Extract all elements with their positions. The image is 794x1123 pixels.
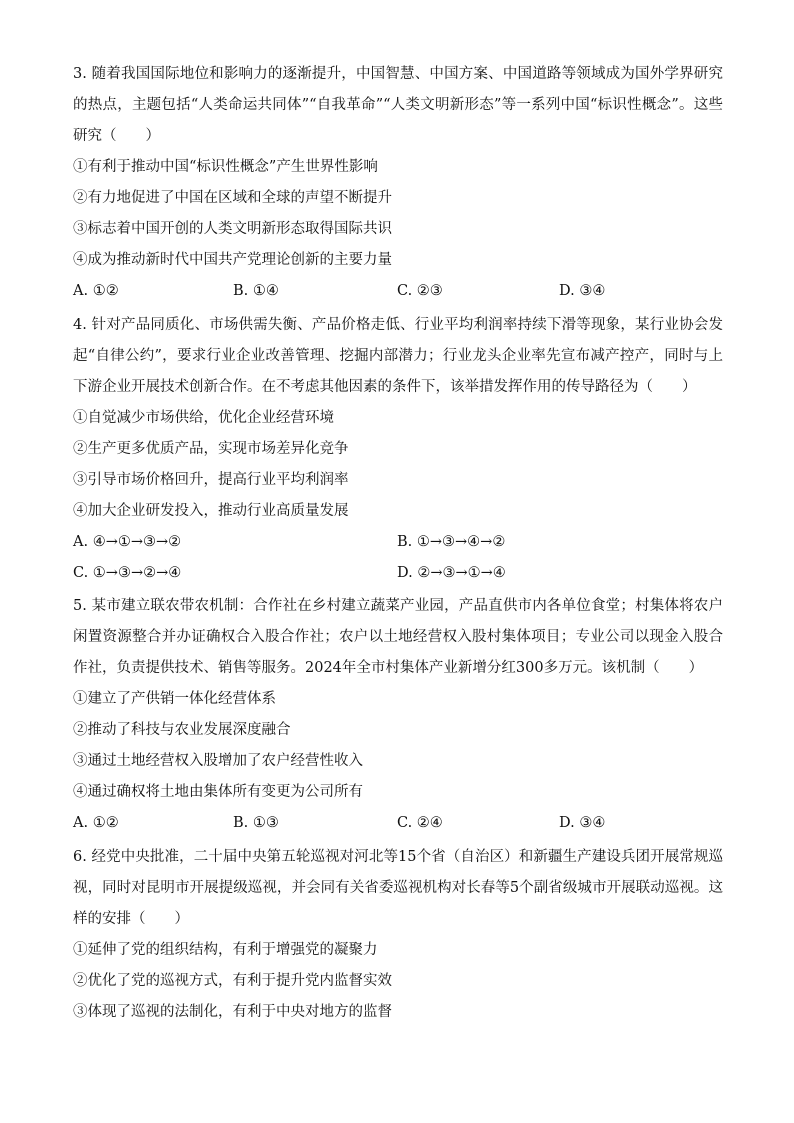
question-4-choice-b: B. ①→③→④→② xyxy=(397,534,506,550)
question-4-option-4: ④加大企业研发投入，推动行业高质量发展 xyxy=(73,503,349,519)
question-5-choice-d: D. ③④ xyxy=(559,815,606,831)
question-5-option-2: ②推动了科技与农业发展深度融合 xyxy=(73,722,291,738)
question-3-option-4: ④成为推动新时代中国共产党理论创新的主要力量 xyxy=(73,252,392,268)
question-4-stem: 4. 针对产品同质化、市场供需失衡、产品价格走低、行业平均利润率持续下滑等现象，某行业协会发起“自律公约”，要求行业企业改善管理、挖掘内部潜力；行业龙头企业率先宣布减产控产，同时与上下游企业开展技术创新合作。在不考虑其他因素的条件下，该举措发挥作用的传导路径为（ ） xyxy=(73,317,723,395)
question-4-option-1: ①自觉减少市场供给，优化企业经营环境 xyxy=(73,410,334,426)
question-3-option-2: ②有力地促进了中国在区域和全球的声望不断提升 xyxy=(73,190,392,206)
question-6-option-2: ②优化了党的巡视方式，有利于提升党内监督实效 xyxy=(73,973,392,989)
question-6-stem: 6. 经党中央批准，二十届中央第五轮巡视对河北等15个省（自治区）和新疆生产建设兵团开展常规巡视，同时对昆明市开展提级巡视，并会同有关省委巡视机构对长春等5个副省级城市开展联动巡视。这样的安排（ ） xyxy=(73,849,723,927)
question-4-option-3: ③引导市场价格回升，提高行业平均利润率 xyxy=(73,472,349,488)
question-5-option-4: ④通过确权将土地由集体所有变更为公司所有 xyxy=(73,784,363,800)
question-6-option-3: ③体现了巡视的法制化，有利于中央对地方的监督 xyxy=(73,1004,392,1020)
question-3-option-1: ①有利于推动中国“标识性概念”产生世界性影响 xyxy=(73,159,378,175)
question-3-option-3: ③标志着中国开创的人类文明新形态取得国际共识 xyxy=(73,221,392,237)
question-5-choices xyxy=(73,808,723,839)
question-4 xyxy=(73,310,723,589)
question-5-choice-b: B. ①③ xyxy=(233,815,279,831)
question-4-option-2: ②生产更多优质产品，实现市场差异化竞争 xyxy=(73,441,349,457)
question-5-choice-a: A. ①② xyxy=(73,815,119,831)
question-4-choice-d: D. ②→③→①→④ xyxy=(397,565,506,581)
question-4-choice-a: A. ④→①→③→② xyxy=(73,534,182,550)
question-3-choice-b: B. ①④ xyxy=(233,283,279,299)
question-4-choices-row-2 xyxy=(73,558,723,589)
question-4-choices-row-1 xyxy=(73,527,723,558)
question-5-option-3: ③通过土地经营权入股增加了农户经营性收入 xyxy=(73,753,363,769)
question-3-choice-c: C. ②③ xyxy=(397,283,443,299)
question-3-choice-d: D. ③④ xyxy=(559,283,606,299)
question-6 xyxy=(73,842,723,1028)
question-5-option-1: ①建立了产供销一体化经营体系 xyxy=(73,691,276,707)
question-5-choice-c: C. ②④ xyxy=(397,815,443,831)
question-4-choice-c: C. ①→③→②→④ xyxy=(73,565,182,581)
question-5-stem: 5. 某市建立联农带农机制：合作社在乡村建立蔬菜产业园，产品直供市内各单位食堂；村集体将农户闲置资源整合并办证确权合入股合作社；农户以土地经营权入股村集体项目；专业公司以现金入股合作社，负责提供技术、销售等服务。2024年全市村集体产业新增分红300多万元。该机制（ ） xyxy=(73,598,723,676)
question-3-stem: 3. 随着我国国际地位和影响力的逐渐提升，中国智慧、中国方案、中国道路等领域成为国外学界研究的热点，主题包括“人类命运共同体”“自我革命”“人类文明新形态”等一系列中国“标识性概念”。这些研究（ ） xyxy=(73,66,723,144)
question-3-choice-a: A. ①② xyxy=(73,283,119,299)
question-3-choices xyxy=(73,276,723,307)
question-5 xyxy=(73,591,723,839)
question-3 xyxy=(73,59,723,307)
question-6-option-1: ①延伸了党的组织结构，有利于增强党的凝聚力 xyxy=(73,942,378,958)
